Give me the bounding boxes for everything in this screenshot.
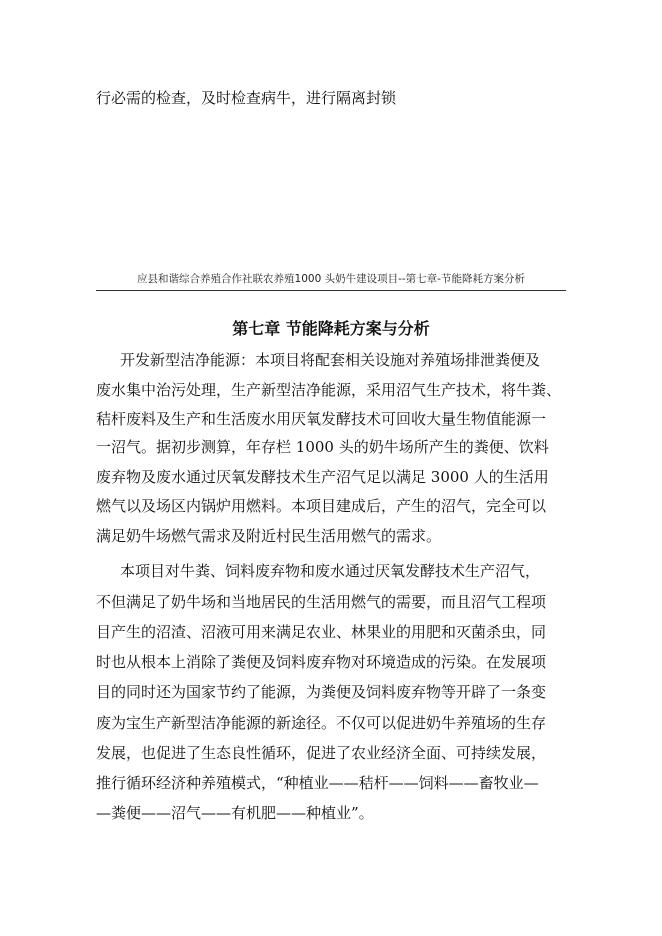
paragraph-line: 燃气以及场区内锅炉用燃料。本项目建成后，产生的沼气，完全可以 <box>96 497 547 515</box>
paragraph-line: 时也从根本上消除了粪便及饲料废弃物对环境造成的污染。在发展项 <box>96 653 547 671</box>
paragraph-line: 目的同时还为国家节约了能源，为粪便及饲料废弃物等开辟了一条变 <box>96 683 547 701</box>
paragraph-line: —粪便——沼气——有机肥——种植业”。 <box>96 804 374 822</box>
running-header: 应县和谐综合养殖合作社联农养殖1000 头奶牛建设项目--第七章-节能降耗方案分析 <box>137 273 525 285</box>
continued-text-line: 行必需的检查，及时检查病牛，进行隔离封锁 <box>96 89 397 107</box>
paragraph-line: 废水集中治污处理，生产新型洁净能源，采用沼气生产技术，将牛粪、 <box>96 381 562 399</box>
paragraph-line: 推行循环经济种养殖模式，“种植业——秸杆——饲料——畜牧业— <box>96 774 539 792</box>
paragraph-line: 废弃物及废水通过厌氧发酵技术生产沼气足以满足 3000 人的生活用 <box>96 468 549 486</box>
paragraph-line: 废为宝生产新型洁净能源的新途径。不仅可以促进奶牛养殖场的生存 <box>96 714 547 732</box>
paragraph-line: 目产生的沼渣、沼液可用来满足农业、林果业的用肥和灭菌杀虫，同 <box>96 623 547 641</box>
paragraph-line: 一沼气。据初步测算，年存栏 1000 头的奶牛场所产生的粪便、饮料 <box>96 438 549 456</box>
chapter-title: 第七章 节能降耗方案与分析 <box>232 319 430 338</box>
paragraph-line: 本项目对牛粪、饲料废弃物和废水通过厌氧发酵技术生产沼气， <box>120 562 541 580</box>
paragraph-line: 满足奶牛场燃气需求及附近村民生活用燃气的需求。 <box>96 527 442 545</box>
paragraph-line: 秸杆废料及生产和生活废水用厌氧发酵技术可回收大量生物值能源一 <box>96 410 547 428</box>
paragraph-line: 发展，也促进了生态良性循环，促进了农业经济全面、可持续发展， <box>96 744 547 762</box>
header-divider <box>96 290 566 291</box>
paragraph-line: 不但满足了奶牛场和当地居民的生活用燃气的需要，而且沼气工程项 <box>96 593 547 611</box>
paragraph-line: 开发新型洁净能源：本项目将配套相关设施对养殖场排泄粪便及 <box>120 351 541 369</box>
